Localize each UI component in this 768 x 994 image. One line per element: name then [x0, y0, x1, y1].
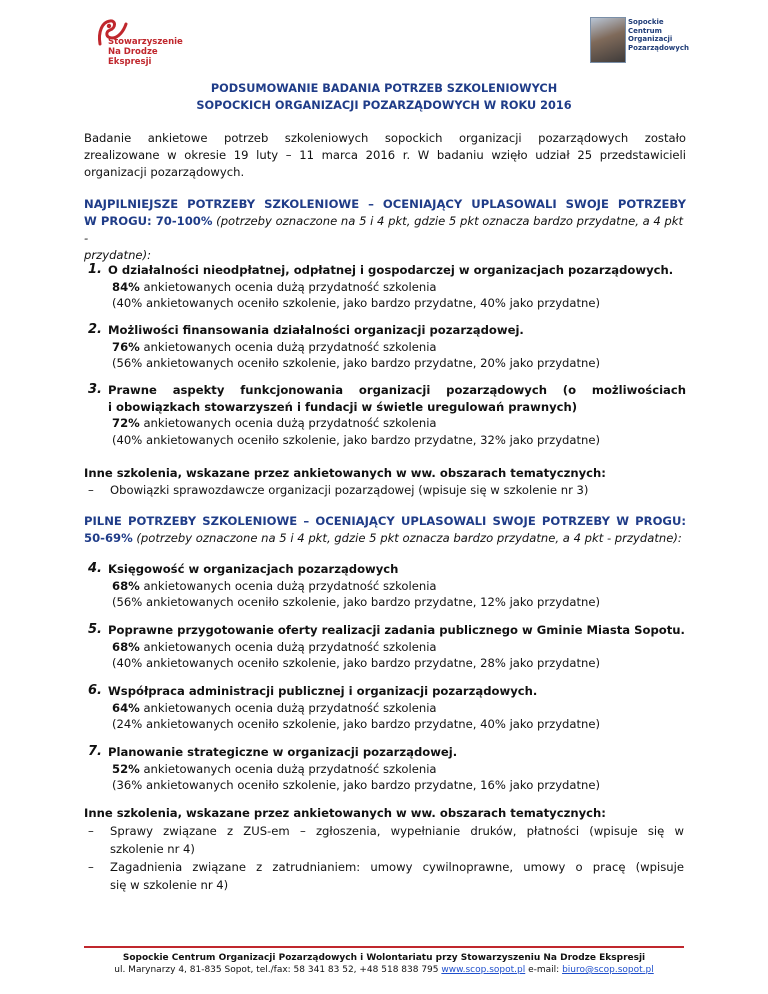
item-title: Planowanie strategiczne w organizacji pozarządowej.	[108, 745, 458, 759]
left-logo-line1: Stowarzyszenie	[108, 37, 183, 47]
training-item-2	[88, 322, 686, 372]
section2-other-item-1	[88, 822, 684, 858]
item-detail: (56% ankietowanych oceniło szkolenie, jako bardzo przydatne, 20% jako przydatne)	[112, 356, 601, 370]
item-title: Możliwości finansowania działalności organizacji pozarządowej.	[108, 323, 524, 337]
training-item-4	[88, 561, 686, 611]
footer-contact	[0, 964, 768, 976]
item-detail: (56% ankietowanych oceniło szkolenie, jako bardzo przydatne, 12% jako przydatne)	[112, 595, 601, 609]
section2-heading-line1: PILNE POTRZEBY SZKOLENIOWE – OCENIAJĄCY UPLASOWALI SWOJE POTRZEBY W PROGU:	[84, 514, 686, 528]
email-link[interactable]: biuro@scop.sopot.pl	[562, 965, 654, 975]
item-detail: (36% ankietowanych oceniło szkolenie, jako bardzo przydatne, 16% jako przydatne)	[112, 778, 601, 792]
item-percent-text: ankietowanych ocenia dużą przydatność szkolenia	[139, 639, 437, 654]
dash-bullet: –	[88, 483, 94, 497]
item-number: 2.	[88, 322, 102, 337]
training-item-5	[88, 622, 686, 672]
website-link[interactable]: www.scop.sopot.pl	[441, 965, 526, 975]
stowarzyszenie-logo	[88, 18, 198, 67]
section1-other-item	[88, 481, 684, 499]
training-item-7	[88, 744, 686, 794]
section2-other-heading: Inne szkolenia, wskazane przez ankietowanych w ww. obszarach tematycznych:	[84, 806, 606, 820]
training-item-1	[88, 262, 686, 312]
item-percent: 84%	[112, 279, 140, 294]
document-title-line1: PODSUMOWANIE BADANIA POTRZEB SZKOLENIOWYCH	[210, 82, 558, 95]
section1-heading	[84, 196, 686, 264]
other-item-line2: się w szkolenie nr 4)	[110, 878, 229, 892]
section1-heading-note-end: przydatne):	[84, 248, 151, 262]
section2-other-item-2	[88, 858, 684, 894]
other-item-text: Obowiązki sprawozdawcze organizacji pozarządowej (wpisuje się w szkolenie nr 3)	[110, 483, 589, 497]
item-percent: 52%	[112, 761, 140, 776]
item-percent-text: ankietowanych ocenia dużą przydatność szkolenia	[139, 416, 437, 430]
item-percent-text: ankietowanych ocenia dużą przydatność szkolenia	[139, 578, 437, 593]
scop-logo-photo	[590, 17, 626, 63]
right-logo-line4: Pozarządowych	[628, 43, 689, 52]
item-number: 1.	[88, 262, 102, 277]
item-title: O działalności nieodpłatnej, odpłatnej i gospodarczej w organizacjach pozarządowych.	[108, 263, 674, 277]
document-title-line2: SOPOCKICH ORGANIZACJI POZARZĄDOWYCH W ROKU 2016	[196, 99, 572, 112]
scop-logo	[590, 17, 689, 63]
intro-line2: zrealizowane w okresie 19 luty – 11 marca 2016 r. W badaniu wzięło udział 25 przedstawicieli	[84, 148, 686, 162]
section1-heading-note: (potrzeby oznaczone na 5 i 4 pkt, gdzie 5 pkt oznacza bardzo przydatne, a 4 pkt -	[84, 214, 684, 245]
right-logo-line3: Organizacji	[628, 35, 673, 43]
dash-bullet: –	[88, 824, 94, 838]
footer	[0, 952, 768, 976]
training-item-3	[88, 382, 686, 448]
intro-line1: Badanie ankietowe potrzeb szkoleniowych sopockich organizacji pozarządowych zostało	[84, 131, 686, 145]
item-number: 3.	[88, 382, 102, 397]
item-percent: 76%	[112, 339, 140, 354]
training-item-6	[88, 683, 686, 733]
item-title: Prawne aspekty funkcjonowania organizacji pozarządowych (o możliwościach	[108, 383, 686, 397]
footer-divider	[84, 946, 684, 948]
item-percent-text: ankietowanych ocenia dużą przydatność szkolenia	[139, 339, 437, 354]
item-number: 7.	[88, 744, 102, 759]
item-percent-text: ankietowanych ocenia dużą przydatność szkolenia	[139, 761, 437, 776]
item-percent: 64%	[112, 700, 140, 715]
stowarzyszenie-logo-text	[108, 37, 198, 67]
email-label: e-mail:	[525, 965, 563, 975]
footer-address: ul. Marynarzy 4, 81-835 Sopot, tel./fax: 58 341 83 52, +48 518 838 795	[114, 965, 442, 975]
right-logo-line2: Centrum	[628, 26, 662, 35]
item-percent-text: ankietowanych ocenia dużą przydatność szkolenia	[139, 700, 437, 715]
dash-bullet: –	[88, 860, 94, 874]
item-number: 6.	[88, 683, 102, 698]
section2-threshold: 50-69%	[84, 531, 133, 545]
other-item-line1: Sprawy związane z ZUS-em – zgłoszenia, wypełnianie druków, płatności (wpisuje się w	[110, 824, 684, 838]
section1-threshold: W PROGU: 70-100%	[84, 214, 213, 228]
section1-other-heading: Inne szkolenia, wskazane przez ankietowanych w ww. obszarach tematycznych:	[84, 466, 606, 480]
item-detail: (24% ankietowanych oceniło szkolenie, jako bardzo przydatne, 40% jako przydatne)	[112, 717, 601, 731]
item-percent: 72%	[112, 416, 140, 430]
other-item-line2: szkolenie nr 4)	[110, 842, 195, 856]
footer-organization: Sopockie Centrum Organizacji Pozarządowych i Wolontariatu przy Stowarzyszeniu Na Drodze Ekspresji	[122, 953, 646, 963]
scop-logo-text	[628, 18, 689, 52]
section1-heading-line1: NAJPILNIEJSZE POTRZEBY SZKOLENIOWE – OCENIAJĄCY UPLASOWALI SWOJE POTRZEBY	[84, 197, 686, 211]
item-detail: (40% ankietowanych oceniło szkolenie, jako bardzo przydatne, 28% jako przydatne)	[112, 656, 601, 670]
item-number: 5.	[88, 622, 102, 637]
item-detail: (40% ankietowanych oceniło szkolenie, jako bardzo przydatne, 32% jako przydatne)	[112, 432, 601, 447]
item-percent: 68%	[112, 578, 140, 593]
section2-heading-note: (potrzeby oznaczone na 5 i 4 pkt, gdzie 5 pkt oznacza bardzo przydatne, a 4 pkt - przydatne):	[132, 531, 682, 545]
item-detail: (40% ankietowanych oceniło szkolenie, jako bardzo przydatne, 40% jako przydatne)	[112, 296, 601, 310]
item-number: 4.	[88, 561, 102, 576]
right-logo-line1: Sopockie	[628, 18, 664, 26]
item-title: Poprawne przygotowanie oferty realizacji zadania publicznego w Gminie Miasta Sopotu.	[108, 623, 685, 637]
intro-paragraph	[84, 130, 686, 181]
item-percent-text: ankietowanych ocenia dużą przydatność szkolenia	[139, 279, 437, 294]
item-title: Współpraca administracji publicznej i organizacji pozarządowych.	[108, 684, 538, 698]
item-percent: 68%	[112, 639, 140, 654]
item-title: Księgowość w organizacjach pozarządowych	[108, 562, 399, 576]
section2-heading	[84, 513, 686, 547]
left-logo-line2: Na Drodze Ekspresji	[108, 47, 158, 67]
other-item-line1: Zagadnienia związane z zatrudnianiem: umowy cywilnoprawne, umowy o pracę (wpisuje	[110, 860, 684, 874]
intro-line3: organizacji pozarządowych.	[84, 165, 245, 179]
item-title-cont: i obowiązkach stowarzyszeń i fundacji w świetle uregulowań prawnych)	[108, 399, 578, 414]
